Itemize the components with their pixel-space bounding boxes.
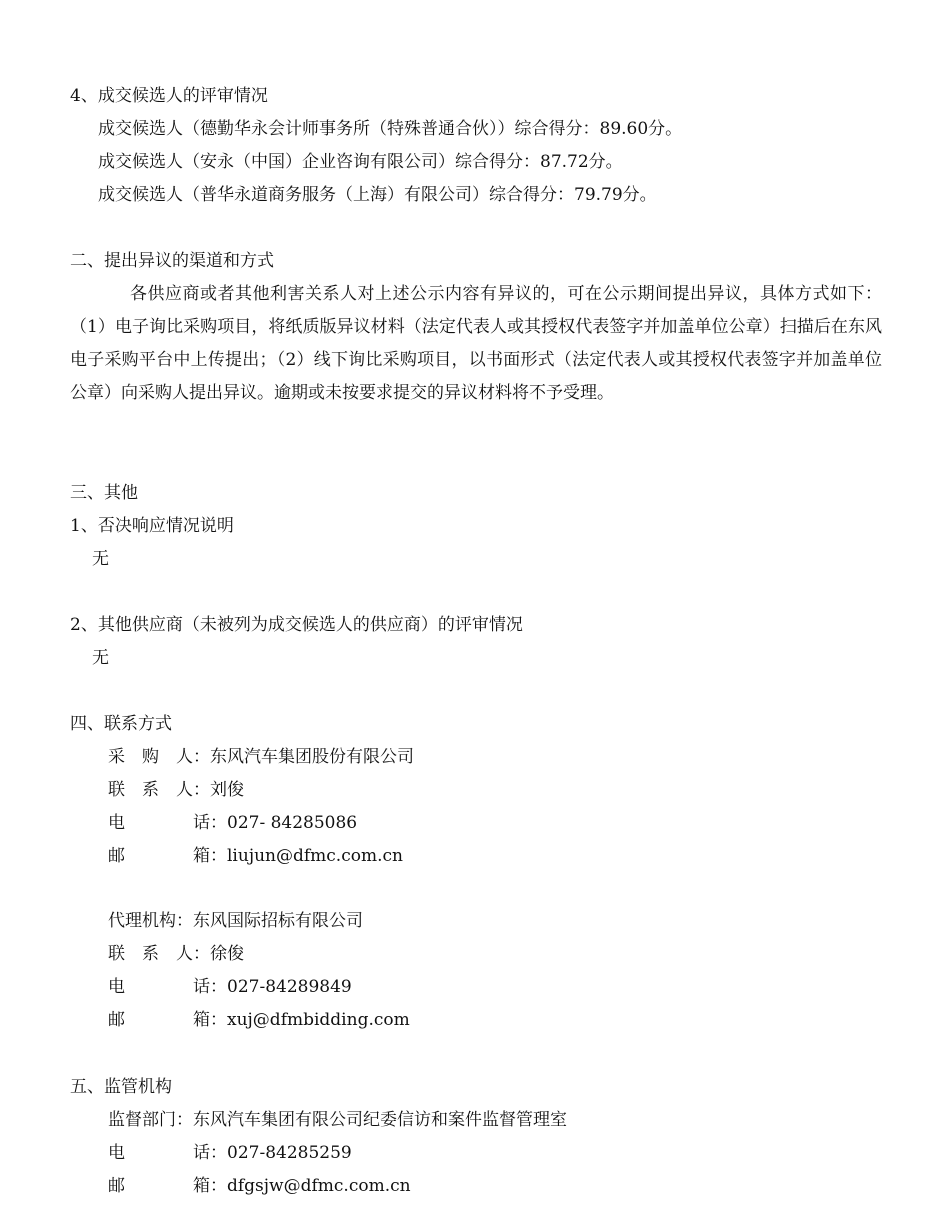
supervision-dept-label: 监督部门： — [108, 1110, 193, 1130]
purchaser-phone-value: 027- 84285086 — [227, 813, 358, 833]
candidate-line-2: 成交候选人（安永（中国）企业咨询有限公司）综合得分：87.72分。 — [98, 152, 623, 172]
agency-email-label: 邮 箱： — [108, 1010, 227, 1030]
agency-contact-value: 徐俊 — [210, 944, 244, 964]
other-section-title: 三、其他 — [70, 483, 138, 503]
agency-value: 东风国际招标有限公司 — [193, 911, 363, 931]
rejection-title: 1、否决响应情况说明 — [70, 516, 234, 536]
supervision-dept-row — [108, 1108, 567, 1132]
supervision-section-title: 五、监管机构 — [70, 1077, 172, 1097]
purchaser-email-value: liujun@dfmc.com.cn — [227, 846, 403, 866]
objection-section-title: 二、提出异议的渠道和方式 — [70, 251, 274, 271]
rejection-value: 无 — [92, 549, 109, 569]
supervision-dept-value: 东风汽车集团有限公司纪委信访和案件监督管理室 — [193, 1110, 567, 1130]
purchaser-value: 东风汽车集团股份有限公司 — [210, 747, 414, 767]
candidate-line-3: 成交候选人（普华永道商务服务（上海）有限公司）综合得分：79.79分。 — [98, 185, 657, 205]
purchaser-label: 采 购 人： — [108, 747, 210, 767]
purchaser-row — [108, 745, 414, 769]
supervision-email-row — [108, 1174, 411, 1198]
objection-paragraph: 各供应商或者其他利害关系人对上述公示内容有异议的，可在公示期间提出异议，具体方式如下：（1）电子询比采购项目，将纸质版异议材料（法定代表人或其授权代表签字并加盖单位公章）扫描后在东风电子采购平台中上传提出；（2）线下询比采购项目，以书面形式（法定代表人或其授权代表签字并加盖单位公章）向采购人提出异议。逾期或未按要求提交的异议材料将不予受理。 — [70, 284, 882, 403]
purchaser-phone-row — [108, 811, 357, 835]
section-4-title: 4、成交候选人的评审情况 — [70, 86, 268, 106]
agency-phone-value: 027-84289849 — [227, 977, 352, 997]
agency-email-row — [108, 1008, 410, 1032]
candidate-line-1: 成交候选人（德勤华永会计师事务所（特殊普通合伙））综合得分：89.60分。 — [98, 119, 683, 139]
supervision-email-label: 邮 箱： — [108, 1176, 227, 1196]
purchaser-contact-label: 联 系 人： — [108, 780, 210, 800]
supervision-email-value: dfgsjw@dfmc.com.cn — [227, 1176, 411, 1196]
other-suppliers-value: 无 — [92, 648, 109, 668]
purchaser-email-row — [108, 844, 403, 868]
agency-email-value: xuj@dfmbidding.com — [227, 1010, 410, 1030]
purchaser-email-label: 邮 箱： — [108, 846, 227, 866]
purchaser-contact-row — [108, 778, 244, 802]
agency-contact-label: 联 系 人： — [108, 944, 210, 964]
purchaser-phone-label: 电 话： — [108, 813, 227, 833]
agency-phone-label: 电 话： — [108, 977, 227, 997]
supervision-phone-row — [108, 1141, 352, 1165]
agency-contact-row — [108, 942, 244, 966]
contact-section-title: 四、联系方式 — [70, 714, 172, 734]
agency-row — [108, 909, 363, 933]
supervision-phone-label: 电 话： — [108, 1143, 227, 1163]
agency-phone-row — [108, 975, 352, 999]
purchaser-contact-value: 刘俊 — [210, 780, 244, 800]
supervision-phone-value: 027-84285259 — [227, 1143, 352, 1163]
agency-label: 代理机构： — [108, 911, 193, 931]
other-suppliers-title: 2、其他供应商（未被列为成交候选人的供应商）的评审情况 — [70, 615, 523, 635]
